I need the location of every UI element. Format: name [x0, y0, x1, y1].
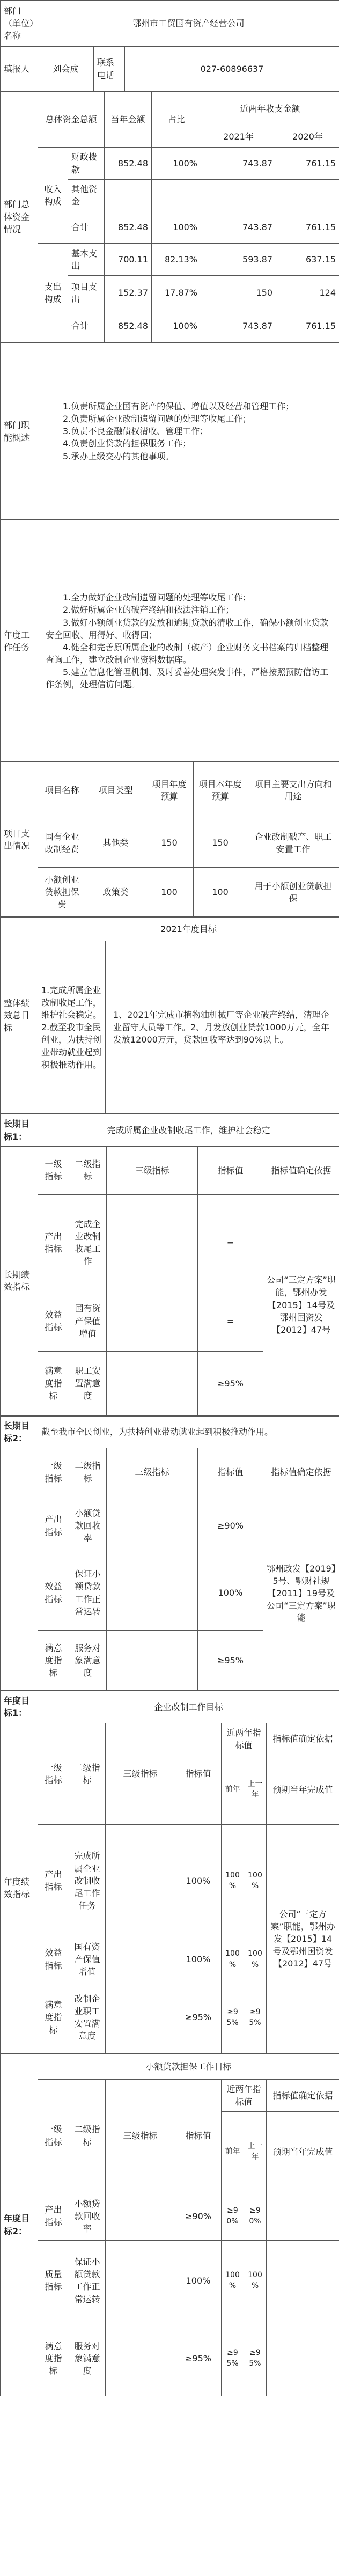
expense-row-y2020: 637.15 [276, 244, 339, 276]
total-label: 总体资金总额 [38, 92, 105, 148]
overall-year-label: 2021年度目标 [38, 918, 339, 941]
duty-item: 5.承办上级交办的其他事项。 [63, 451, 174, 461]
income-row-amount: 852.48 [105, 211, 152, 244]
income-row-ratio: 100% [152, 148, 201, 180]
income-row-amount: 852.48 [105, 148, 152, 180]
year2-y2: 100% [222, 2240, 244, 2321]
annual-content [38, 520, 339, 762]
year1-y1: 100% [244, 1824, 267, 1937]
year2-l2: 保证小额贷款工作正常运转 [69, 2240, 106, 2321]
year1-head: 近两年指标值 [222, 1723, 267, 1755]
year2-basis [267, 2321, 339, 2396]
ratio-col-label: 占比 [152, 92, 201, 148]
proj-name: 国有企业改制经费 [38, 818, 86, 868]
expense-row-y2021: 150 [201, 276, 276, 310]
year1-val: 100% [175, 1824, 222, 1937]
year2-title: 小额贷款担保工作目标 [38, 2054, 339, 2080]
y2021-col-label: 2021年 [201, 126, 276, 148]
expense-row-y2020: 124 [276, 276, 339, 310]
long2-l2: 保证小额贷款工作正常运转 [69, 1555, 107, 1631]
proj-head: 项目本年度预算 [194, 762, 247, 818]
projects-table [0, 762, 339, 917]
long1-label: 长期目标1： [1, 1114, 38, 1146]
long1-head: 三级指标 [107, 1146, 198, 1194]
dept-label: 部门（单位）名称 [1, 1, 38, 47]
year1-prev2-label: 前年 [222, 1755, 244, 1824]
long2-head: 指标值 [198, 1448, 263, 1496]
long2-title: 截至我市全民创业，为扶持创业带动就业起到积极推动作用。 [38, 1416, 339, 1448]
year2-l1: 产出指标 [38, 2192, 69, 2240]
year2-sub-head: 预期当年完成值 [267, 2111, 339, 2192]
year2-l3 [106, 2240, 175, 2321]
long2-l1: 产出指标 [38, 1496, 69, 1555]
annual-item: 4.健全和完善原所属企业的改制（破产）企业财务文书档案的归档整理查询工作，建立改制企业资料数据库。 [46, 642, 329, 665]
long1-val: = [198, 1291, 263, 1351]
long2-tier-spacer [1, 1448, 38, 1691]
recent-col-label: 近两年收支金额 [201, 92, 339, 126]
long1-table [0, 1114, 339, 1415]
year1-label: 年度目标1： [1, 1691, 38, 1723]
long2-l3 [107, 1631, 198, 1691]
year1-tier-label: 年度绩效指标 [1, 1723, 38, 2053]
year2-l1: 质量指标 [38, 2240, 69, 2321]
income-row-y2020: 761.15 [276, 148, 339, 180]
income-row-ratio: 100% [152, 211, 201, 244]
duty-item: 4.负责创业贷款的担保服务工作； [63, 438, 191, 449]
year2-y1: ≥95% [244, 2321, 267, 2396]
proj-type: 其他类 [86, 818, 145, 868]
expense-label: 支出构成 [38, 244, 68, 342]
long2-head: 指标值确定依据 [263, 1448, 339, 1496]
annual-item: 3.做好小额创业贷款的发放和逾期贷款的清收工作，确保小额创业贷款安全回收、用得好、收得回； [46, 617, 329, 640]
year2-head: 近两年指标值 [222, 2080, 267, 2111]
phone-value: 027-60896637 [125, 47, 339, 91]
year1-y2: 100% [222, 1824, 244, 1937]
long1-head: 二级指标 [69, 1146, 107, 1194]
duty-item: 1.负责所属企业国有资产的保值、增值以及经营和管理工作； [63, 401, 294, 412]
long2-l3 [107, 1496, 198, 1555]
year1-sub-head: 预期当年完成值 [267, 1755, 339, 1824]
income-row-y2020 [276, 180, 339, 211]
year1-l1: 产出指标 [38, 1824, 69, 1937]
long2-l2: 小额贷款回收率 [69, 1496, 107, 1555]
expense-row-y2021: 743.87 [201, 310, 276, 342]
year2-l2: 小额贷款回收率 [69, 2192, 106, 2240]
year2-val: ≥95% [175, 2321, 222, 2396]
year2-y2: ≥90% [222, 2192, 244, 2240]
long1-l3 [107, 1351, 198, 1415]
expense-row-name: 合计 [68, 310, 105, 342]
y2020-col-label: 2020年 [276, 126, 339, 148]
year1-table [0, 1691, 339, 2053]
year1-l1: 效益指标 [38, 1937, 69, 1981]
overall-left-item: 1.完成所属企业改制收尾工作，维护社会稳定。 [41, 985, 102, 1021]
year2-head: 一级指标 [38, 2080, 69, 2192]
proj-use: 企业改制破产、职工安置工作 [247, 818, 339, 868]
filler-table [0, 47, 339, 91]
long1-basis: 公司“三定方案”职能，鄂州办发【2015】14号及鄂州国资发【2012】47号 [263, 1194, 339, 1415]
year2-l3 [106, 2192, 175, 2240]
long1-val: ≥95% [198, 1351, 263, 1415]
expense-row-ratio: 100% [152, 310, 201, 342]
funds-section-label: 部门总体资金情况 [1, 92, 38, 342]
income-row-name: 其他资金 [68, 180, 105, 211]
long1-l3 [107, 1194, 198, 1291]
long2-table [0, 1416, 339, 1691]
year2-y2: ≥95% [222, 2321, 244, 2396]
year1-y1: 100% [244, 1937, 267, 1981]
budget-col-label: 当年金额 [105, 92, 152, 148]
long1-head: 指标值 [198, 1146, 263, 1194]
long1-head: 指标值确定依据 [263, 1146, 339, 1194]
year1-prev-label: 上一年 [244, 1755, 267, 1824]
income-row-name: 合计 [68, 211, 105, 244]
proj-cur: 100 [194, 868, 247, 917]
income-row-y2021: 743.87 [201, 148, 276, 180]
long1-l1: 产出指标 [38, 1194, 69, 1291]
filler-label: 填报人 [1, 47, 38, 91]
filler-name: 刘会成 [38, 47, 94, 91]
year1-y1: ≥95% [244, 1981, 267, 2053]
year2-head: 指标值 [175, 2080, 222, 2192]
phone-label: 联系电话 [94, 47, 125, 91]
long1-l2: 国有资产保值增值 [69, 1291, 107, 1351]
overall-right: 1、2021年完成市植物油机械厂等企业破产终结，清理企业留守人员等工作。2、月发放创业贷款1000万元，全年发放12000万元，贷款回收率达到90%以上。 [106, 941, 339, 1114]
year1-l2: 国有资产保值增值 [69, 1937, 106, 1981]
expense-row-ratio: 82.13% [152, 244, 201, 276]
proj-prev: 150 [145, 818, 194, 868]
year2-y1: ≥90% [244, 2192, 267, 2240]
year1-l1: 满意度指标 [38, 1981, 69, 2053]
duties-table [0, 342, 339, 520]
year2-head: 三级指标 [106, 2080, 175, 2192]
long1-l2: 职工安置满意度 [69, 1351, 107, 1415]
long2-val: 100% [198, 1555, 263, 1631]
long2-l1: 满意度指标 [38, 1631, 69, 1691]
proj-prev: 100 [145, 868, 194, 917]
meta-table [0, 0, 339, 47]
duty-item: 3.负责不良金融债权清收、管理工作； [63, 426, 209, 437]
dept-name: 鄂州市工贸国有资产经营公司 [38, 1, 339, 47]
income-row-ratio [152, 180, 201, 211]
duties-content [38, 343, 339, 520]
annual-item: 5.建立信息化管理机制、及时妥善处理突发事件，严格按照预防信访工作条例，处理信访问题。 [46, 667, 329, 690]
long2-val: ≥90% [198, 1496, 263, 1555]
proj-use: 用于小额创业贷款担保 [247, 868, 339, 917]
long2-l3 [107, 1555, 198, 1631]
year2-l3 [106, 2321, 175, 2396]
funds-table [0, 91, 339, 342]
overall-left [38, 941, 106, 1114]
long1-l1: 效益指标 [38, 1291, 69, 1351]
expense-row-ratio: 17.87% [152, 276, 201, 310]
expense-row-y2021: 593.87 [201, 244, 276, 276]
long2-l2: 服务对象满意度 [69, 1631, 107, 1691]
proj-name: 小额创业贷款担保费 [38, 868, 86, 917]
expense-row-amount: 852.48 [105, 310, 152, 342]
year1-head: 三级指标 [106, 1723, 175, 1824]
year1-l2: 改制企业职工安置满意度 [69, 1981, 106, 2053]
proj-head: 项目年度预算 [145, 762, 194, 818]
year2-val: ≥90% [175, 2192, 222, 2240]
long2-val: ≥95% [198, 1631, 263, 1691]
year1-val: ≥95% [175, 1981, 222, 2053]
long2-basis: 鄂州政发【2019】5号、鄂财社规【2011】19号及公司“三定方案”职能 [263, 1496, 339, 1691]
proj-type: 政策类 [86, 868, 145, 917]
year2-basis [267, 2240, 339, 2321]
year1-y2: ≥95% [222, 1981, 244, 2053]
year1-head: 指标值确定依据 [267, 1723, 339, 1755]
year1-l2: 完成所属企业改制收尾工作任务 [69, 1824, 106, 1937]
year1-head: 指标值 [175, 1723, 222, 1824]
projects-label: 项目支出情况 [1, 762, 38, 917]
year1-head: 一级指标 [38, 1723, 69, 1824]
year2-val: 100% [175, 2240, 222, 2321]
proj-head: 项目名称 [38, 762, 86, 818]
duty-item: 2.负责所属企业改制遗留问题的处理等收尾工作； [63, 414, 252, 424]
proj-head: 项目类型 [86, 762, 145, 818]
income-row-y2021: 743.87 [201, 211, 276, 244]
year1-basis: 公司“三定方案”职能，鄂州办发【2015】14号及鄂州国资发【2012】47号 [267, 1824, 339, 2053]
annual-item: 1.全力做好企业改制遗留问题的处理等收尾工作； [63, 592, 252, 603]
expense-row-name: 项目支出 [68, 276, 105, 310]
overall-label: 整体绩效总目标 [1, 918, 38, 1114]
overall-left-item: 2.截至我市全民创业，为扶持创业带动就业起到积极推动作用。 [41, 1022, 102, 1070]
year2-label: 年度目标2： [1, 2054, 38, 2396]
annual-item: 2.做好所属企业的破产终结和依法注销工作； [63, 605, 234, 615]
expense-row-y2020: 761.15 [276, 310, 339, 342]
proj-cur: 150 [194, 818, 247, 868]
annual-table [0, 520, 339, 762]
expense-row-name: 基本支出 [68, 244, 105, 276]
income-label: 收入构成 [38, 148, 68, 244]
long1-l1: 满意度指标 [38, 1351, 69, 1415]
year2-l2: 服务对象满意度 [69, 2321, 106, 2396]
year1-val: 100% [175, 1937, 222, 1981]
year1-l3 [106, 1824, 175, 1937]
year2-basis [267, 2192, 339, 2240]
expense-row-amount: 152.37 [105, 276, 152, 310]
year1-l3 [106, 1937, 175, 1981]
long2-head: 二级指标 [69, 1448, 107, 1496]
income-row-y2020: 761.15 [276, 211, 339, 244]
long2-label: 长期目标2： [1, 1416, 38, 1448]
income-row-y2021 [201, 180, 276, 211]
duties-label: 部门职能概述 [1, 343, 38, 520]
year1-y2: 100% [222, 1937, 244, 1981]
year2-head: 指标值确定依据 [267, 2080, 339, 2111]
long1-val: = [198, 1194, 263, 1291]
income-row-name: 财政拨款 [68, 148, 105, 180]
year1-head: 二级指标 [69, 1723, 106, 1824]
long1-head: 一级指标 [38, 1146, 69, 1194]
expense-row-amount: 700.11 [105, 244, 152, 276]
long2-l1: 效益指标 [38, 1555, 69, 1631]
annual-label: 年度工作任务 [1, 520, 38, 762]
overall-table [0, 917, 339, 1114]
year2-table [0, 2053, 339, 2396]
long1-l3 [107, 1291, 198, 1351]
year1-l3 [106, 1981, 175, 2053]
year2-prev2-label: 前年 [222, 2111, 244, 2192]
long1-title: 完成所属企业改制收尾工作，维护社会稳定 [38, 1114, 339, 1146]
income-row-amount [105, 180, 152, 211]
proj-head: 项目主要支出方向和用途 [247, 762, 339, 818]
year2-head: 二级指标 [69, 2080, 106, 2192]
long1-tier-label: 长期绩效指标 [1, 1146, 38, 1415]
year2-l1: 满意度指标 [38, 2321, 69, 2396]
year2-prev-label: 上一年 [244, 2111, 267, 2192]
year2-y1: 100% [244, 2240, 267, 2321]
long2-head: 三级指标 [107, 1448, 198, 1496]
long1-l2: 完成企业改制收尾工作 [69, 1194, 107, 1291]
year1-title: 企业改制工作目标 [38, 1691, 339, 1723]
long2-head: 一级指标 [38, 1448, 69, 1496]
